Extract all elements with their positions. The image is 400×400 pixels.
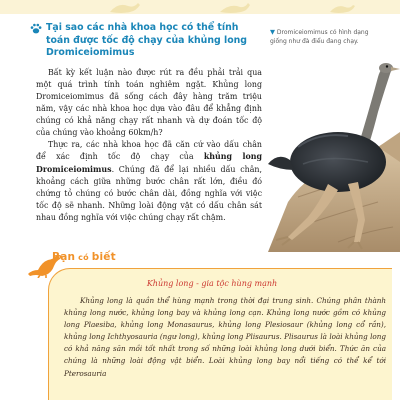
did-you-know-title: Bạn có biết <box>52 251 116 263</box>
dromiceiomimus-illustration <box>228 52 400 252</box>
header-band <box>0 0 400 14</box>
question-title: Tại sao các nhà khoa học có thể tính toán được tốc độ chạy của khủng long Dromiceiomimus <box>46 22 248 59</box>
paragraph-1: Bất kỳ kết luận nào được rút ra đều phải trải qua một quá trình tính toán nghiêm ngặt. Khủng long Dromiceiomimus đã sống cách đây hàng trăm triệu năm, vậy các nhà khoa học dựa vào đâu để khẳng định chúng có khả năng chạy rất nhanh và dự đoán tốc độ của chúng vào khoảng 60km/h? <box>36 67 262 138</box>
did-you-know-body: Khủng long là quần thể hùng mạnh trong thời đại trung sinh. Chúng phân thành khủng long nước, khủng long bay và khủng long cạn. Khủng long nước gồm có khủng long Plaesiba, khủng long Monasaurus, khủng long Plesiosaur (khủng long cổ rắn), khủng long Ichthyosauria (ngư long), khủng long Plisaurus. Plisaurus là loài khủng long có khả năng săn mồi tốt nhất trong số những loài khủng long dưới biển. Thức ăn của chúng là những loài động vật biển. Loài khủng long bay nổi tiếng có thể kể tới Pterosauria <box>64 296 386 378</box>
image-caption: ▼ Dromiceiomimus có hình dạng giống như đà điểu đang chạy. <box>270 28 369 46</box>
dinosaur-pattern-icon <box>0 0 400 14</box>
paragraph-2: Thực ra, các nhà khoa học đã căn cứ vào dấu chân để xác định tốc độ chạy của khủng long Dromiceiomimus. Chúng đã để lại nhiều dấu chân, khoảng cách giữa những bước chân rất lớn, điều đó chứng tỏ chúng có bước chân dài, đồng nghĩa với việc tốc độ sẽ nhanh. Những loài động vật có dấu chân sát nhau đồng nghĩa với việc chúng chạy rất chậm. <box>36 140 262 222</box>
did-you-know-section <box>26 248 400 400</box>
paw-icon <box>30 23 42 34</box>
triangle-icon: ▼ <box>270 28 275 36</box>
bold-term: khủng long Dromiceiomimus <box>36 152 262 174</box>
did-you-know-subtitle: Khủng long - gia tộc hùng mạnh <box>146 279 278 288</box>
